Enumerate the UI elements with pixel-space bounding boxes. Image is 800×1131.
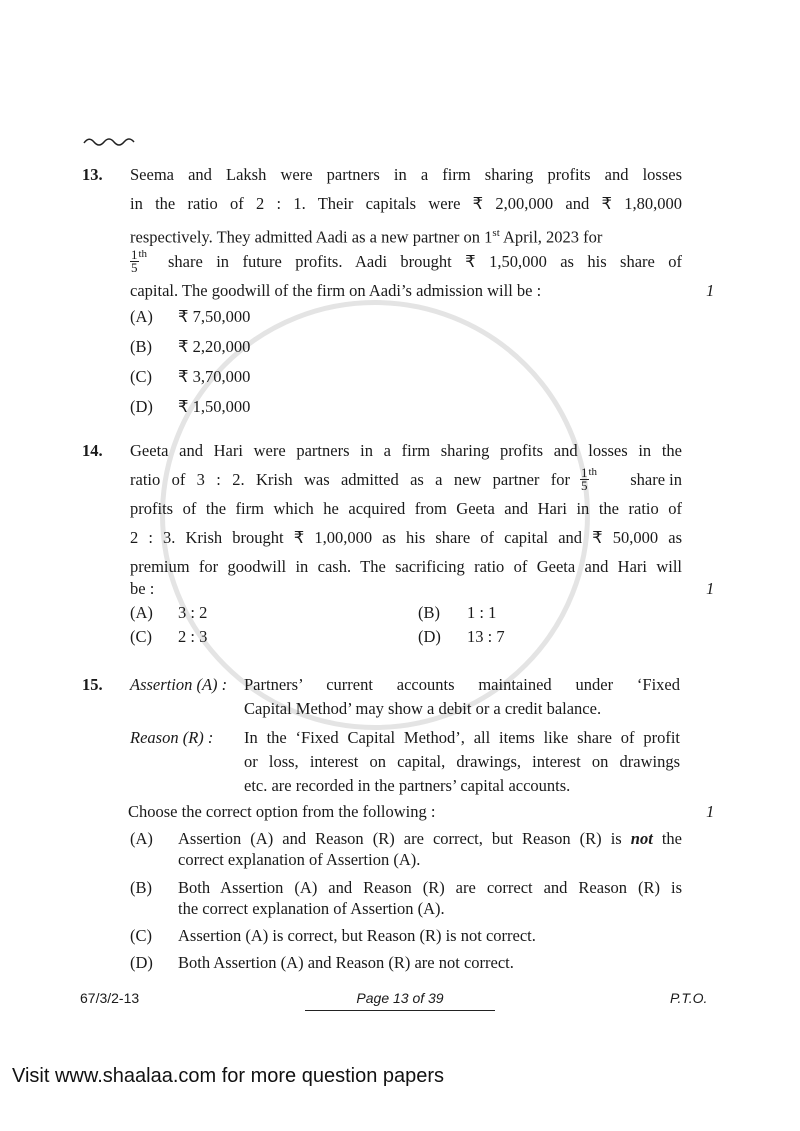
wave-ornament-icon (82, 134, 138, 148)
question-text: share in future profits. Aadi brought ₹ 1,50,000 as his share of (168, 252, 682, 271)
question-number: 13. (82, 165, 103, 184)
marks: 1 (706, 802, 715, 821)
reason-text: In the ‘Fixed Capital Method’, all items like share of profit (244, 728, 680, 747)
question-text: be : (130, 579, 155, 598)
reason-label: Reason (R) : (130, 728, 214, 747)
question-text: capital. The goodwill of the firm on Aadi’s admission will be : (130, 281, 542, 300)
option-label: (D) (418, 627, 441, 646)
question-text: premium for goodwill in cash. The sacrificing ratio of Geeta and Hari will (130, 557, 682, 576)
question-text: respectively. They admitted Aadi as a new partner on 1st April, 2023 for (130, 227, 603, 247)
option-text: Assertion (A) and Reason (R) are correct, but Reason (R) is not the (178, 829, 682, 848)
question-number: 14. (82, 441, 103, 460)
option-text: Both Assertion (A) and Reason (R) are not correct. (178, 953, 514, 972)
option-label: (C) (130, 367, 152, 386)
promo-banner: Visit www.shaalaa.com for more question papers (12, 1065, 445, 1087)
option-label: (C) (130, 627, 152, 646)
question-text: ratio of 3 : 2. Krish was admitted as a new partner for (130, 470, 570, 489)
option-value: 3 : 2 (178, 603, 208, 622)
fraction-one-fifth: $\frac{1}{5}$ $^{th}$ (131, 246, 148, 275)
question-text: share in (630, 470, 682, 489)
question-text: in the ratio of 2 : 1. Their capitals were ₹ 2,00,000 and ₹ 1,80,000 (130, 194, 682, 213)
pto-label: P.T.O. (670, 990, 708, 1006)
option-label: (B) (130, 878, 152, 897)
marks: 1 (706, 579, 715, 598)
option-label: (A) (130, 307, 153, 326)
question-number: 15. (82, 675, 103, 694)
option-value: ₹ 3,70,000 (178, 367, 251, 386)
option-label: (D) (130, 953, 153, 972)
option-value: 1 : 1 (467, 603, 497, 622)
option-label: (B) (130, 337, 152, 356)
option-label: (A) (130, 829, 153, 848)
instruction-text: Choose the correct option from the following : (128, 802, 436, 821)
option-text: correct explanation of Assertion (A). (178, 850, 421, 869)
paper-code: 67/3/2-13 (80, 990, 140, 1006)
question-text: 2 : 3. Krish brought ₹ 1,00,000 as his share of capital and ₹ 50,000 as (130, 528, 682, 547)
page-number: Page 13 of 39 (305, 988, 495, 1011)
question-text: profits of the firm which he acquired from Geeta and Hari in the ratio of (130, 499, 682, 518)
reason-text: or loss, interest on capital, drawings, interest on drawings (244, 752, 680, 771)
option-value: ₹ 7,50,000 (178, 307, 251, 326)
option-label: (C) (130, 926, 152, 945)
marks: 1 (706, 281, 715, 300)
option-text: Assertion (A) is correct, but Reason (R) is not correct. (178, 926, 536, 945)
option-label: (B) (418, 603, 440, 622)
option-value: ₹ 1,50,000 (178, 397, 251, 416)
option-label: (D) (130, 397, 153, 416)
assertion-label: Assertion (A) : (130, 675, 228, 694)
option-value: 13 : 7 (467, 627, 505, 646)
assertion-text: Partners’ current accounts maintained under ‘Fixed (244, 675, 680, 694)
assertion-text: Capital Method’ may show a debit or a credit balance. (244, 699, 602, 718)
option-value: ₹ 2,20,000 (178, 337, 251, 356)
option-value: 2 : 3 (178, 627, 208, 646)
option-label: (A) (130, 603, 153, 622)
option-text: the correct explanation of Assertion (A). (178, 899, 445, 918)
question-text: Seema and Laksh were partners in a firm sharing profits and losses (130, 165, 682, 184)
fraction-one-fifth: $\frac{1}{5}$ $^{th}$ (581, 464, 598, 493)
option-text: Both Assertion (A) and Reason (R) are correct and Reason (R) is (178, 878, 682, 897)
question-text: Geeta and Hari were partners in a firm sharing profits and losses in the (130, 441, 682, 460)
reason-text: etc. are recorded in the partners’ capital accounts. (244, 776, 571, 795)
